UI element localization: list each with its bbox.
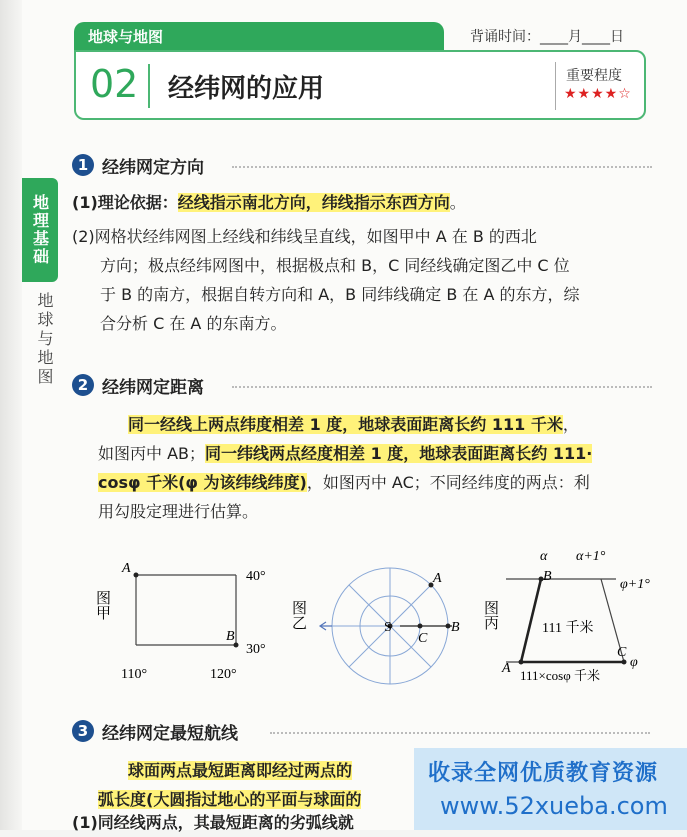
book-binding: [0, 0, 22, 830]
bing-point-c: [622, 660, 627, 665]
figures-diagram: [96, 548, 676, 698]
point-1-suffix: 。: [449, 193, 466, 212]
point-1-prefix: (1)理论依据：: [72, 193, 178, 212]
watermark-line-2: www.52xueba.com: [440, 792, 668, 820]
jia-label-a: A: [122, 561, 131, 576]
distance-text-1: ，: [562, 415, 579, 434]
point-2-line-4: 合分析 C 在 A 的东南方。: [100, 314, 287, 333]
importance-label: 重要程度: [566, 68, 622, 84]
side-tab: 地理基础: [22, 178, 58, 282]
jia-lon-right: 120°: [210, 667, 237, 682]
section-1-dots: [232, 166, 652, 168]
page-title: 经纬网的应用: [168, 74, 325, 104]
distance-text-3: ，如图丙中 AC；不同经纬度的两点：利: [306, 473, 590, 492]
chapter-tag-label: 地球与地图: [88, 28, 164, 46]
section-2-dots: [232, 386, 652, 388]
jia-point-a: [134, 573, 139, 578]
yi-rotation-arrow: [320, 622, 332, 630]
section-1-point-1: [72, 188, 657, 217]
bing-ac-length: 111×cosφ 千米: [520, 668, 600, 683]
yi-label-a: A: [433, 571, 442, 586]
bing-phi1: φ+1°: [620, 577, 650, 592]
point-2-line-3: 于 B 的南方，根据自转方向和 A，B 同纬线确定 B 在 A 的东方，综: [100, 285, 580, 304]
bing-alpha: α: [540, 549, 548, 564]
section-2-body: [72, 410, 657, 526]
distance-text-2: 如图丙中 AB；: [98, 444, 206, 463]
figure-yi-label: 图乙: [290, 600, 306, 630]
section-3-heading: [72, 718, 238, 744]
bing-segment-ab: [521, 579, 541, 662]
jia-lat-top: 40°: [246, 569, 266, 584]
distance-text-4: 用勾股定理进行估算。: [98, 502, 259, 521]
jia-lat-bottom: 30°: [246, 642, 266, 657]
route-line-3: (1)同经线两点，其最短距离的劣弧线就: [72, 813, 354, 832]
section-1-badge: 1: [72, 154, 94, 176]
section-1-heading: [72, 152, 204, 178]
section-3-badge: 3: [72, 720, 94, 742]
figure-bing-label: 图丙: [482, 600, 498, 630]
side-subtitle: 地球与地图: [35, 292, 54, 387]
chapter-tag: [74, 22, 444, 50]
lesson-number: 02: [90, 62, 139, 106]
bing-alpha1: α+1°: [576, 549, 606, 564]
bing-point-a: [519, 660, 524, 665]
yi-point-c: [418, 624, 423, 629]
bing-label-b: B: [543, 569, 552, 584]
distance-rule-3: cosφ 千米(φ 为该纬线纬度): [98, 473, 307, 492]
bing-label-a: A: [502, 661, 511, 676]
distance-rule-2: 同一纬线两点经度相差 1 度，地球表面距离长约 111·: [205, 444, 593, 463]
title-divider: [148, 64, 150, 108]
bing-ab-length: 111 千米: [542, 621, 594, 636]
yi-label-b: B: [451, 620, 460, 635]
route-line-2: 弧长度(大圆指过地心的平面与球面的: [98, 790, 362, 809]
distance-rule-1: 同一经线上两点纬度相差 1 度，地球表面距离长约 111 千米: [128, 415, 563, 434]
jia-label-b: B: [226, 629, 235, 644]
yi-label-s: S: [384, 620, 392, 635]
importance-box: [555, 62, 640, 110]
section-2-badge: 2: [72, 374, 94, 396]
section-1-title: 经纬网定方向: [102, 157, 204, 178]
title-box: [74, 50, 646, 120]
figure-jia-label: 图甲: [94, 590, 110, 620]
bing-label-c: C: [617, 645, 627, 660]
route-line-1: 球面两点最短距离即经过两点的: [128, 761, 353, 780]
section-2-heading: [72, 372, 204, 398]
section-3-title: 经纬网定最短航线: [102, 723, 238, 744]
recite-time: 背诵时间：____月____日: [470, 29, 624, 45]
watermark-line-1: 收录全网优质教育资源: [428, 761, 659, 786]
section-2-title: 经纬网定距离: [102, 377, 204, 398]
jia-lon-left: 110°: [121, 667, 148, 682]
point-2-line-2: 方向；极点经纬网图中，根据极点和 B，C 同经线确定图乙中 C 位: [100, 256, 570, 275]
point-2-line-1: (2)网格状经纬网图上经线和纬线呈直线，如图甲中 A 在 B 的西北: [72, 227, 537, 246]
section-3-dots: [270, 732, 650, 734]
yi-point-b: [446, 624, 451, 629]
bing-phi: φ: [630, 655, 638, 670]
point-1-highlight: 经线指示南北方向，纬线指示东西方向: [177, 193, 450, 212]
yi-label-c: C: [418, 631, 428, 646]
section-1-point-2: [72, 222, 657, 338]
importance-stars: ★★★★☆: [564, 86, 632, 102]
